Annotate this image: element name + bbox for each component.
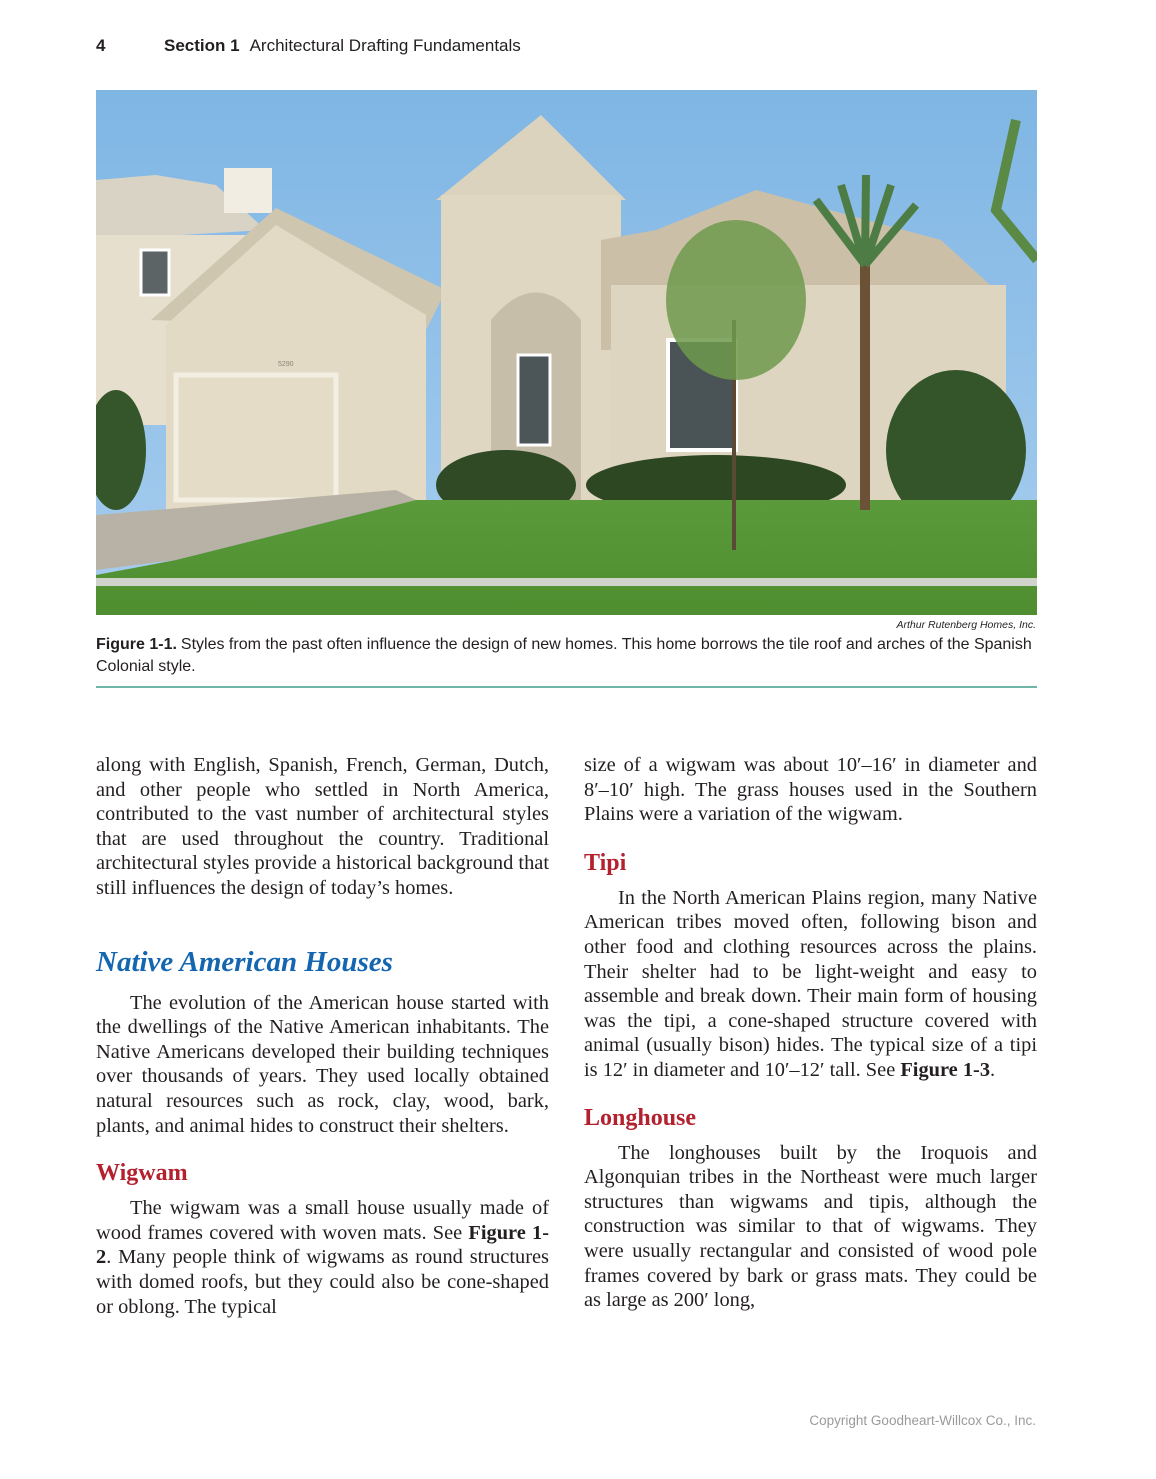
section-heading-native-american-houses: Native American Houses bbox=[96, 945, 393, 978]
subheading-wigwam: Wigwam bbox=[96, 1160, 188, 1187]
wigwam-continued-paragraph: size of a wigwam was about 10′–16′ in diameter and 8′–10′ high. The grass houses used in the Southern Plains were a variation of the wigwam. bbox=[584, 754, 1037, 826]
photo-credit: Arthur Rutenberg Homes, Inc. bbox=[896, 619, 1036, 631]
longhouse-paragraph: The longhouses built by the Iroquois and Algonquian tribes in the Northeast were much larger structures than wigwams and tipis, although the construction was similar to that of wigwams. They were usually rectangular and consisted of wood pole frames covered by bark or grass mats. They could be as large as 200′ long, bbox=[584, 1141, 1037, 1312]
figure-photo-house bbox=[96, 90, 1037, 615]
figure-caption-text: Styles from the past often influence the design of new homes. This home borrows the tile roof and arches of the Spanish Colonial style. bbox=[96, 636, 1032, 675]
house-number: 5290 bbox=[278, 361, 294, 368]
wigwam-paragraph bbox=[96, 1196, 549, 1319]
subheading-longhouse: Longhouse bbox=[584, 1104, 697, 1131]
wigwam-text-1: The wigwam was a small house usually made of wood frames covered with woven mats. See bbox=[96, 1197, 549, 1244]
copyright-notice: Copyright Goodheart-Willcox Co., Inc. bbox=[809, 1413, 1036, 1428]
left-column bbox=[96, 753, 549, 1319]
tipi-text-2: . bbox=[990, 1058, 996, 1081]
section-label: Section 1 bbox=[164, 36, 240, 55]
page-number: 4 bbox=[96, 36, 106, 55]
figure-1-2-reference: Figure 1-2 bbox=[96, 1221, 549, 1269]
intro-paragraph: along with English, Spanish, French, German, Dutch, and other people who settled in North America, contributed to the vast number of architectural styles that are used throughout the country. Traditional architectural styles provide a historical background that still influences the design of today’s homes. bbox=[96, 754, 549, 899]
figure-caption bbox=[96, 634, 1037, 678]
caption-divider bbox=[96, 686, 1037, 688]
figure-1-3-reference: Figure 1-3 bbox=[900, 1058, 991, 1081]
figure-label: Figure 1-1. bbox=[96, 636, 177, 653]
running-head bbox=[96, 36, 521, 60]
native-american-houses-paragraph: The evolution of the American house started with the dwellings of the Native American inhabitants. The Native Americans developed their building techniques over thousands of years. They used locally obtained natural resources such as rock, clay, wood, bark, plants, and animal hides to construct their shelters. bbox=[96, 991, 549, 1137]
right-column bbox=[584, 753, 1037, 1313]
wigwam-text-2: . Many people think of wigwams as round structures with domed roofs, but they could also be cone-shaped or oblong. The typical bbox=[96, 1246, 549, 1318]
section-title: Architectural Drafting Fundamentals bbox=[249, 36, 521, 55]
tipi-text-1: In the North American Plains region, many Native American tribes moved often, following bison and other food and clothing resources across the plains. Their shelter had to be light-weight and easy to assemble and break down. Their main form of housing was the tipi, a cone-shaped structure covered with animal (usually bison) hides. The typical size of a tipi is 12′ in diameter and 10′–12′ tall. See bbox=[584, 886, 1037, 1081]
subheading-tipi: Tipi bbox=[584, 849, 627, 876]
tipi-paragraph bbox=[584, 886, 1037, 1083]
house-photo-illustration bbox=[96, 90, 1037, 615]
